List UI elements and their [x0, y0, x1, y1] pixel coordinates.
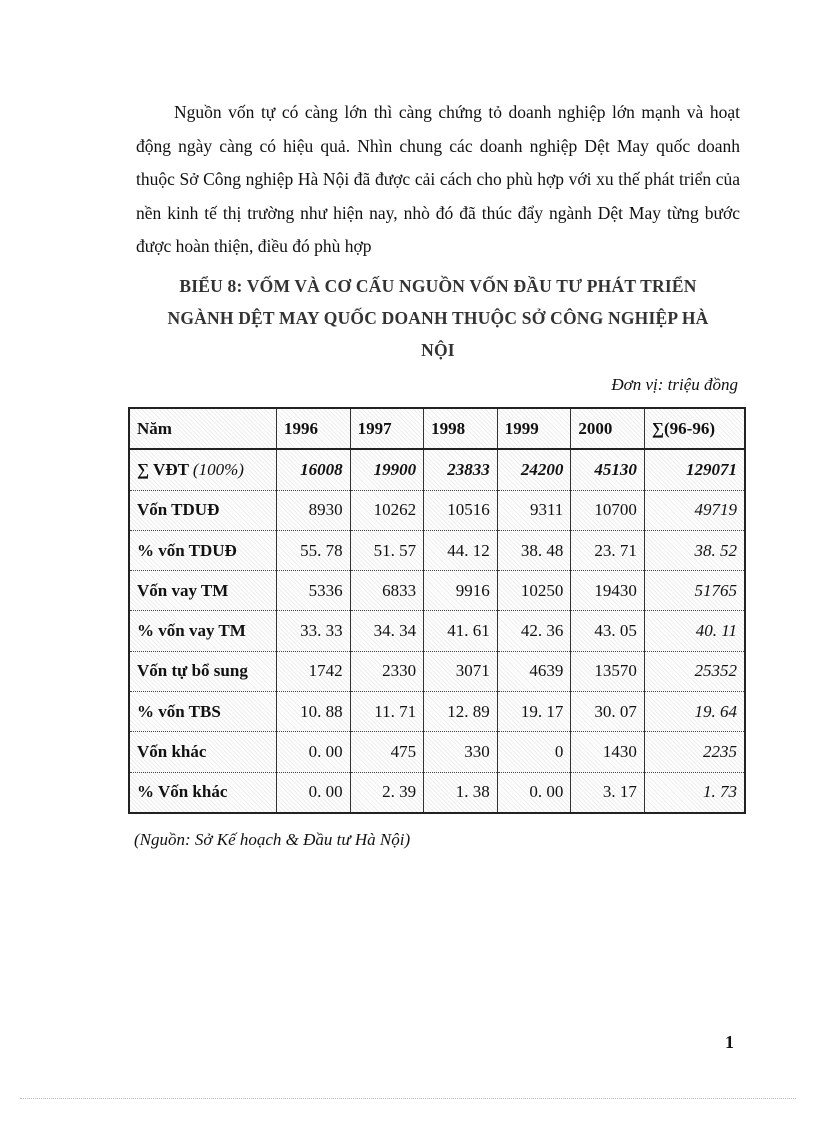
row-label: % vốn vay TM — [129, 611, 277, 651]
table-title — [120, 270, 756, 366]
table-cell: 19900 — [350, 449, 424, 490]
table-cell: 9916 — [424, 571, 498, 611]
table-cell: 44. 12 — [424, 530, 498, 570]
table-cell-total: 25352 — [644, 651, 745, 691]
total-label-main: ∑ VĐT — [137, 459, 189, 479]
table-cell: 19430 — [571, 571, 645, 611]
row-label — [129, 449, 277, 490]
header-cell: Năm — [129, 408, 277, 449]
investment-table — [128, 407, 746, 814]
table-cell: 33. 33 — [277, 611, 351, 651]
table-row — [129, 530, 745, 570]
table-cell-total: 49719 — [644, 490, 745, 530]
table-cell: 3. 17 — [571, 772, 645, 813]
table-cell: 34. 34 — [350, 611, 424, 651]
table-row — [129, 692, 745, 732]
table-title-line-1: BIỂU 8: VỐM VÀ CƠ CẤU NGUỒN VỐN ĐẦU TƯ PHÁT TRIỂN — [179, 276, 697, 296]
table-cell-total: 51765 — [644, 571, 745, 611]
table-cell: 0. 00 — [277, 732, 351, 772]
table-cell: 23833 — [424, 449, 498, 490]
table-cell: 10262 — [350, 490, 424, 530]
table-row — [129, 651, 745, 691]
table-cell: 10516 — [424, 490, 498, 530]
table-cell: 23. 71 — [571, 530, 645, 570]
header-cell: 1996 — [277, 408, 351, 449]
table-cell: 475 — [350, 732, 424, 772]
table-row — [129, 571, 745, 611]
source-note: (Nguồn: Sở Kế hoạch & Đầu tư Hà Nội) — [134, 830, 411, 849]
table-row — [129, 611, 745, 651]
table-cell: 1. 38 — [424, 772, 498, 813]
table-cell: 2330 — [350, 651, 424, 691]
unit-label: Đơn vị: triệu đồng — [611, 375, 738, 394]
table-cell: 12. 89 — [424, 692, 498, 732]
table-cell: 45130 — [571, 449, 645, 490]
table-cell-total: 2235 — [644, 732, 745, 772]
table-title-line-2: NGÀNH DỆT MAY QUỐC DOANH THUỘC SỞ CÔNG NGHIỆP HÀ — [167, 308, 709, 328]
header-cell: 1999 — [497, 408, 571, 449]
header-cell: 1998 — [424, 408, 498, 449]
table-title-line-3: NỘI — [421, 340, 455, 360]
table-cell: 129071 — [644, 449, 745, 490]
table-cell: 5336 — [277, 571, 351, 611]
table-cell-total: 19. 64 — [644, 692, 745, 732]
table-cell: 4639 — [497, 651, 571, 691]
table-cell: 10250 — [497, 571, 571, 611]
table-cell: 55. 78 — [277, 530, 351, 570]
row-label: Vốn TDUĐ — [129, 490, 277, 530]
header-cell: ∑(96-96) — [644, 408, 745, 449]
row-label: Vốn tự bổ sung — [129, 651, 277, 691]
header-cell: 1997 — [350, 408, 424, 449]
table-cell: 2. 39 — [350, 772, 424, 813]
table-cell: 3071 — [424, 651, 498, 691]
table-cell-total: 40. 11 — [644, 611, 745, 651]
table-cell: 10700 — [571, 490, 645, 530]
total-row — [129, 449, 745, 490]
table-cell: 0. 00 — [497, 772, 571, 813]
table-cell: 9311 — [497, 490, 571, 530]
table-cell: 0 — [497, 732, 571, 772]
row-label: Vốn khác — [129, 732, 277, 772]
table-cell: 41. 61 — [424, 611, 498, 651]
table-cell: 6833 — [350, 571, 424, 611]
table-cell: 1430 — [571, 732, 645, 772]
table-cell: 10. 88 — [277, 692, 351, 732]
header-cell: 2000 — [571, 408, 645, 449]
table-cell: 16008 — [277, 449, 351, 490]
table-cell: 11. 71 — [350, 692, 424, 732]
table-cell: 42. 36 — [497, 611, 571, 651]
table-cell: 8930 — [277, 490, 351, 530]
page-number: 1 — [725, 1032, 734, 1052]
table-cell: 13570 — [571, 651, 645, 691]
header-row — [129, 408, 745, 449]
table-row — [129, 490, 745, 530]
table-cell: 19. 17 — [497, 692, 571, 732]
row-label: % vốn TDUĐ — [129, 530, 277, 570]
table-cell-total: 38. 52 — [644, 530, 745, 570]
table-cell: 51. 57 — [350, 530, 424, 570]
row-label: % vốn TBS — [129, 692, 277, 732]
table-row — [129, 732, 745, 772]
total-label-sub: (100%) — [192, 459, 244, 479]
row-label: Vốn vay TM — [129, 571, 277, 611]
table-cell: 38. 48 — [497, 530, 571, 570]
table-row — [129, 772, 745, 813]
table-cell: 24200 — [497, 449, 571, 490]
table-cell-total: 1. 73 — [703, 782, 737, 802]
table-cell: 330 — [424, 732, 498, 772]
table-cell: 43. 05 — [571, 611, 645, 651]
page-bottom-divider — [20, 1098, 796, 1099]
table-cell: 1742 — [277, 651, 351, 691]
table-cell: 30. 07 — [571, 692, 645, 732]
row-label: % Vốn khác — [129, 772, 277, 813]
table-cell: 0. 00 — [277, 772, 351, 813]
body-paragraph: Nguồn vốn tự có càng lớn thì càng chứng tỏ doanh nghiệp lớn mạnh và hoạt động ngày càng có hiệu quả. Nhìn chung các doanh nghiệp Dệt May quốc doanh thuộc Sở Công nghiệp Hà Nội đã được cải cách cho phù hợp với xu thế phát triển của nền kinh tế thị trường như hiện nay, nhò đó đã thúc đẩy ngành Dệt May từng bước được hoàn thiện, điều đó phù hợp — [136, 102, 740, 256]
